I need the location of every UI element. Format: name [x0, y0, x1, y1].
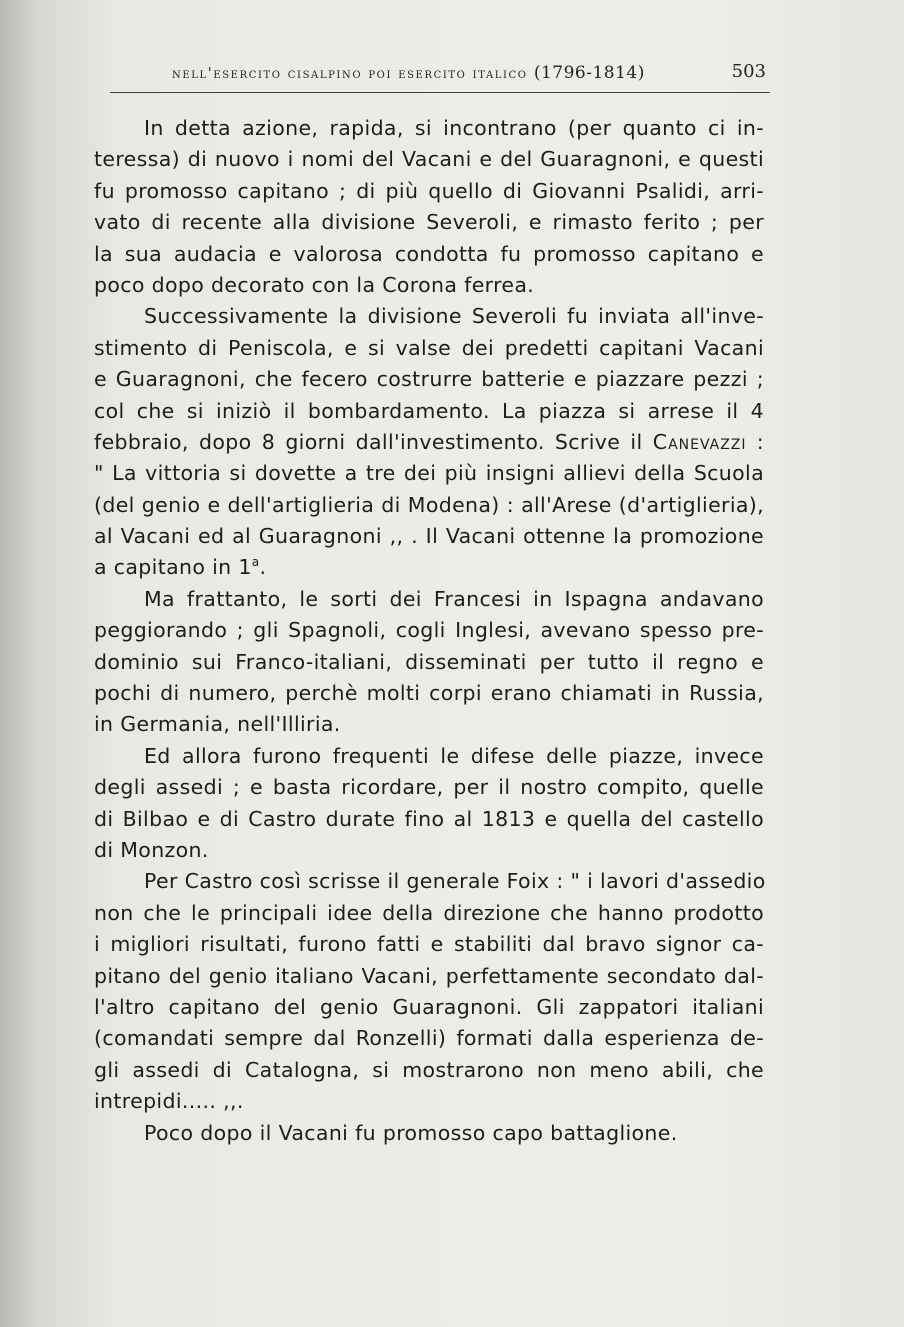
- text-line: [94, 552, 764, 583]
- running-title-text: nell'esercito cisalpino poi esercito italico: [172, 66, 528, 82]
- text-line: pochi di numero, perchè molti corpi erano chiamati in Russia,: [94, 681, 764, 706]
- text-line: non che le principali idee della direzione che hanno prodotto: [94, 900, 764, 925]
- text-line: degli assedi ; e basta ricordare, per il nostro compito, quelle: [94, 775, 764, 800]
- paragraph-6: [94, 1118, 764, 1149]
- text-line: di Bilbao e di Castro durate fino al 1813 e quella del castello: [94, 806, 764, 831]
- superscript: a: [251, 555, 260, 570]
- text-line: l'altro capitano del genio Guaragnoni. Gli zappatori italiani: [94, 994, 764, 1019]
- text-line: la sua audacia e valorosa condotta fu promosso capitano e: [94, 241, 764, 266]
- text-line: Ed allora furono frequenti le difese delle piazze, invece: [144, 743, 764, 768]
- text-line: al Vacani ed al Guaragnoni ,, . Il Vacani ottenne la promozione: [94, 524, 764, 549]
- page-number: 503: [731, 61, 766, 82]
- paragraph-2: [94, 301, 764, 584]
- text-line: Successivamente la divisione Severoli fu inviata all'inve-: [144, 304, 764, 329]
- text-line: fu promosso capitano ; di più quello di Giovanni Psalidi, arri-: [94, 178, 764, 203]
- text-line: Ma frattanto, le sorti dei Francesi in Ispagna andavano: [144, 586, 764, 611]
- text-line: gli assedi di Catalogna, si mostrarono non meno abili, che: [94, 1057, 764, 1082]
- text-line: (del genio e dell'artiglieria di Modena) : all'Arese (d'artiglieria),: [94, 492, 764, 517]
- text-line: (comandati sempre dal Ronzelli) formati dalla esperienza de-: [94, 1026, 764, 1051]
- text-line: dominio sui Franco-italiani, disseminati per tutto il regno e: [94, 649, 764, 674]
- paragraph-1: [94, 113, 764, 301]
- text-line: in Germania, nell'Illiria.: [94, 712, 341, 737]
- text-line: Per Castro così scrisse il generale Foix : " i lavori d'assedio: [144, 869, 766, 894]
- text-line: " La vittoria si dovette a tre dei più insigni allievi della Scuola: [94, 461, 764, 486]
- text-line: teressa) di nuovo i nomi del Vacani e del Guaragnoni, e questi: [94, 147, 764, 172]
- text-line: col che si iniziò il bombardamento. La piazza si arrese il 4: [94, 398, 764, 423]
- running-title: [172, 63, 645, 83]
- text-line: pitano del genio italiano Vacani, perfettamente secondato dal-: [94, 963, 764, 988]
- text-line: i migliori risultati, furono fatti e stabiliti dal bravo signor ca-: [94, 932, 764, 957]
- text-line-with-author: [94, 427, 764, 458]
- text-line: e Guaragnoni, che fecero costrurre batterie e piazzare pezzi ;: [94, 367, 764, 392]
- text-line: In detta azione, rapida, si incontrano (per quanto ci in-: [144, 116, 764, 140]
- text-line: peggiorando ; gli Spagnoli, cogli Inglesi, avevano spesso pre-: [94, 618, 764, 643]
- body-text: [94, 113, 764, 1149]
- line-text: a capitano in 1: [94, 555, 252, 580]
- running-title-years: (1796-1814): [533, 63, 645, 83]
- line-text: febbraio, dopo 8 giorni dall'investimento. Scrive il: [94, 429, 643, 454]
- paragraph-5: [94, 866, 764, 1117]
- author-name: Canevazzi: [652, 429, 747, 454]
- text-line: vato di recente alla divisione Severoli, e rimasto ferito ; per: [94, 210, 764, 235]
- paragraph-3: [94, 584, 764, 741]
- text-line: di Monzon.: [94, 837, 209, 862]
- text-line: intrepidi..... ,,.: [94, 1089, 244, 1114]
- paragraph-4: [94, 741, 764, 867]
- page-header: [110, 60, 770, 93]
- text-line: poco dopo decorato con la Corona ferrea.: [94, 272, 535, 297]
- author-tail: :: [746, 429, 765, 454]
- text-line: stimento di Peniscola, e si valse dei predetti capitani Vacani: [94, 335, 764, 360]
- line-end: .: [259, 555, 267, 580]
- text-line: Poco dopo il Vacani fu promosso capo battaglione.: [144, 1120, 678, 1145]
